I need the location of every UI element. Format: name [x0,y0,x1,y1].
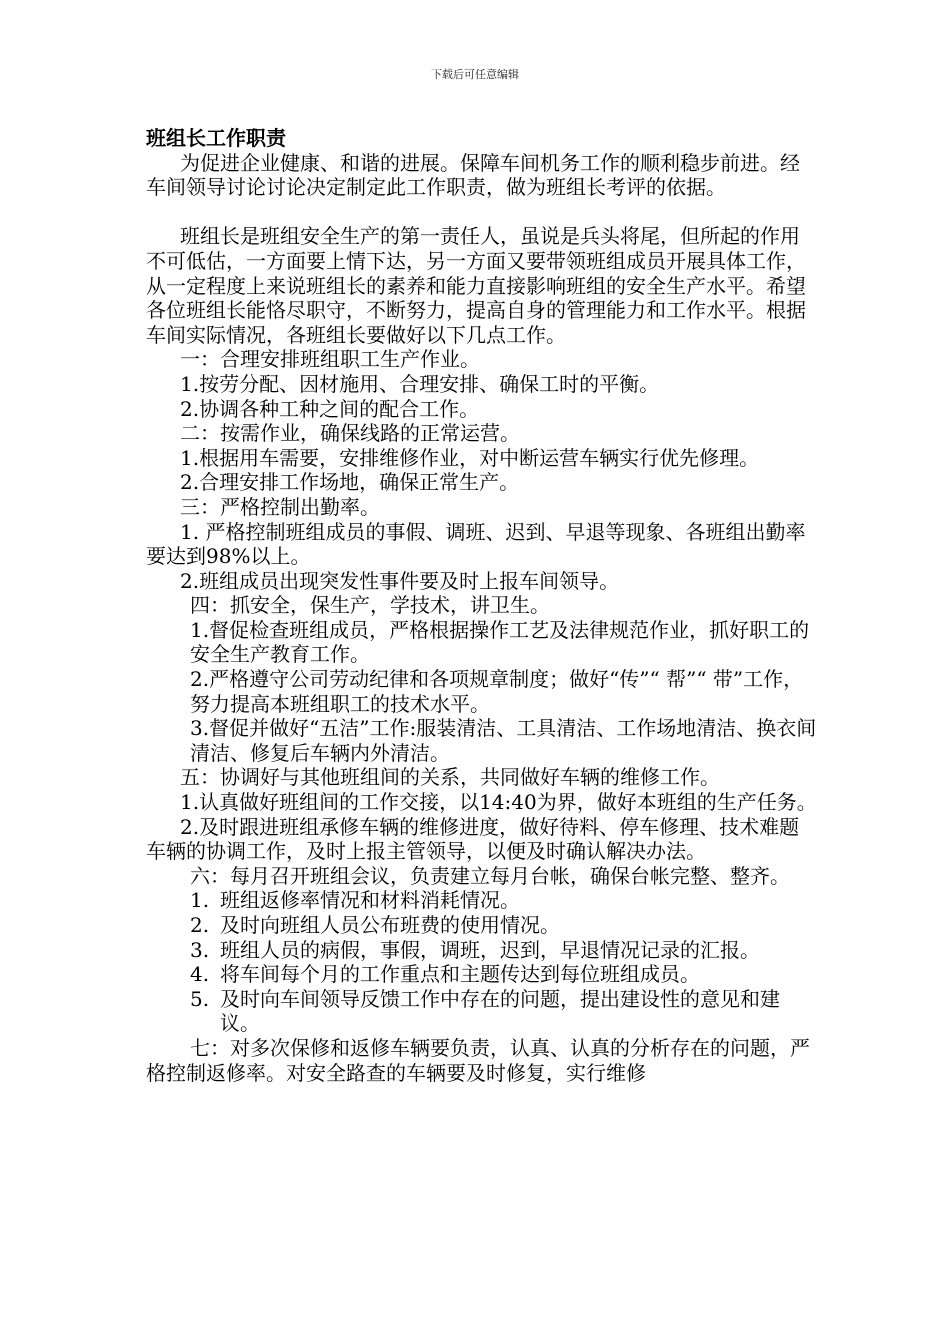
list-text: 及时向车间领导反馈工作中存在的问题，提出建设性的意见和建议。 [220,986,780,1036]
section-7-heading: 七：对多次保修和返修车辆要负责，认真、认真的分析存在的问题，严格控制返修率。对安全路查的车辆要及时修复，实行维修 [146,1035,810,1085]
section-4-heading: 四：抓安全，保生产，学技术，讲卫生。 [190,593,550,618]
list-item [190,888,818,913]
section-1-item: 2.协调各种工种之间的配合工作。 [180,396,480,421]
section-2-item: 1.根据用车需要，安排维修作业，对中断运营车辆实行优先修理。 [180,445,760,470]
main-paragraph: 班组长是班组安全生产的第一责任人，虽说是兵头将尾，但所起的作用不可低估，一方面要上情下达，另一方面又要带领班组成员开展具体工作，从一定程度上来说班组长的素养和能力直接影响班组的安全生产水平。希望各位班组长能恪尽职守，不断努力，提高自身的管理能力和工作水平。根据车间实际情况，各班组长要做好以下几点工作。 [146,224,806,347]
list-number: 1. [190,888,210,913]
page-header: 下载后可任意编辑 [431,68,519,81]
list-item [190,913,818,938]
list-number: 2. [190,913,210,937]
section-6-list [146,888,818,1036]
list-text: 班组人员的病假，事假，调班，迟到，早退情况记录的汇报。 [220,937,760,962]
section-4-item: 1.督促检查班组成员，严格根据操作工艺及法律规范作业，抓好职工的安全生产教育工作。 [190,617,810,667]
list-number: 5. [190,986,210,1011]
spacer [146,200,818,225]
list-text: 将车间每个月的工作重点和主题传达到每位班组成员。 [220,962,700,987]
list-number: 4. [190,962,210,987]
intro-paragraph: 为促进企业健康、和谐的进展。保障车间机务工作的顺利稳步前进。经车间领导讨论讨论决定制定此工作职责，做为班组长考评的依据。 [146,150,800,200]
section-6-heading: 六：每月召开班组会议，负责建立每月台帐，确保台帐完整、整齐。 [190,863,790,888]
section-5-heading: 五：协调好与其他班组间的关系，共同做好车辆的维修工作。 [180,765,720,790]
section-2-heading: 二：按需作业，确保线路的正常运营。 [180,421,520,446]
document-body [146,126,818,1085]
section-2-item: 2.合理安排工作场地，确保正常生产。 [180,470,520,495]
section-1-heading: 一：合理安排班组职工生产作业。 [180,347,480,372]
list-item [190,987,818,1036]
section-3-item: 2.班组成员出现突发性事件要及时上报车间领导。 [180,568,620,593]
list-item [190,962,818,987]
section-3-heading: 三：严格控制出勤率。 [180,494,380,519]
list-text: 班组返修率情况和材料消耗情况。 [220,888,520,913]
section-4-item: 3.督促并做好“五洁”工作:服装清洁、工具清洁、工作场地清洁、换衣间清洁、修复后车辆内外清洁。 [190,716,817,765]
section-3-item: 1. 严格控制班组成员的事假、调班、迟到、早退等现象、各班组出勤率要达到98%以上。 [146,519,806,569]
document-title: 班组长工作职责 [146,126,286,150]
list-text: 及时向班组人员公布班费的使用情况。 [220,913,560,937]
section-5-item: 2.及时跟进班组承修车辆的维修进度，做好待料、停车修理、技术难题车辆的协调工作，及时上报主管领导，以便及时确认解决办法。 [146,814,800,864]
section-1-item: 1.按劳分配、因材施用、合理安排、确保工时的平衡。 [180,371,660,396]
list-item [190,938,818,963]
list-number: 3. [190,937,210,962]
section-4-item: 2.严格遵守公司劳动纪律和各项规章制度；做好“传”“ 帮”“ 带”工作，努力提高本班组职工的技术水平。 [190,667,804,716]
section-5-item: 1.认真做好班组间的工作交接，以14:40为界，做好本班组的生产任务。 [180,790,817,815]
